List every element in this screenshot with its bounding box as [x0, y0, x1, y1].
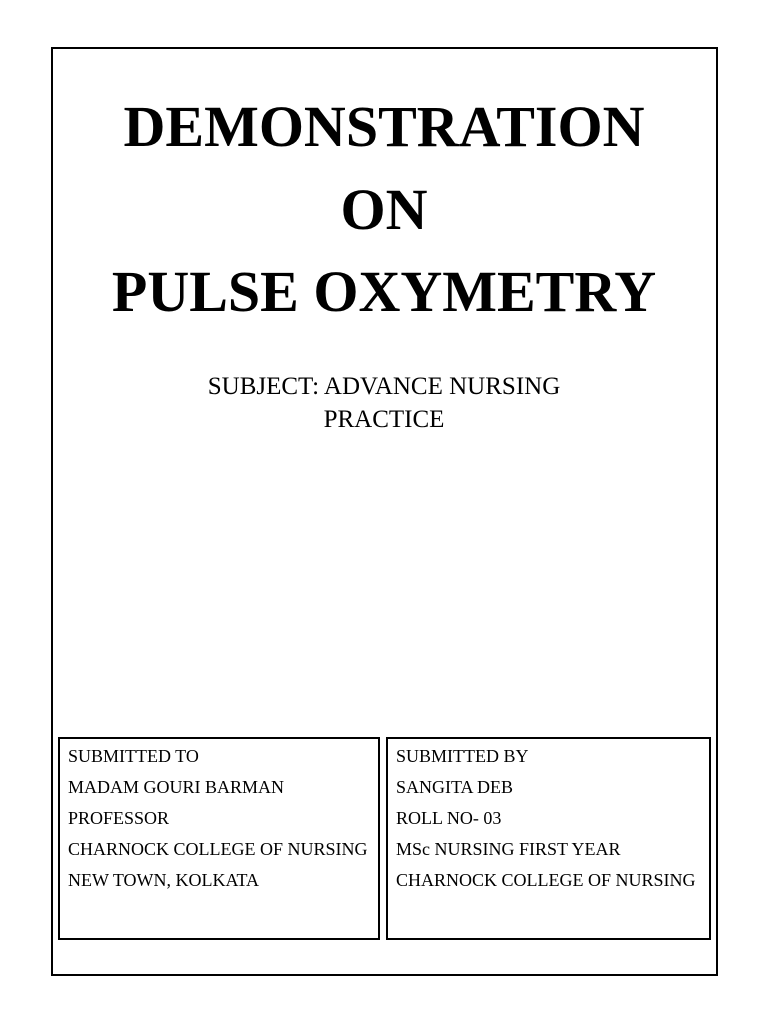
submitted-by-college: CHARNOCK COLLEGE OF NURSING — [396, 870, 696, 890]
subject-line-1: SUBJECT: ADVANCE NURSING — [207, 373, 561, 400]
submitted-by-box — [386, 737, 711, 940]
submitted-to-college: CHARNOCK COLLEGE OF NURSING — [68, 839, 368, 859]
submitted-to-location: NEW TOWN, KOLKATA — [68, 870, 260, 890]
submitted-to-designation: PROFESSOR — [68, 808, 170, 828]
title-line-3: PULSE OXYMETRY — [111, 259, 657, 324]
title-line-1: DEMONSTRATION — [123, 94, 645, 159]
submitted-to-heading: SUBMITTED TO — [68, 746, 199, 766]
submitted-to-name: MADAM GOURI BARMAN — [68, 777, 285, 797]
submitted-by-course: MSc NURSING FIRST YEAR — [396, 839, 621, 859]
submitted-by-name: SANGITA DEB — [396, 777, 514, 797]
submitted-by-roll: ROLL NO- 03 — [396, 808, 502, 828]
subject-line-2: PRACTICE — [323, 406, 445, 433]
title-line-2: ON — [340, 177, 428, 242]
submitted-to-box — [58, 737, 380, 940]
submitted-by-heading: SUBMITTED BY — [396, 746, 529, 766]
